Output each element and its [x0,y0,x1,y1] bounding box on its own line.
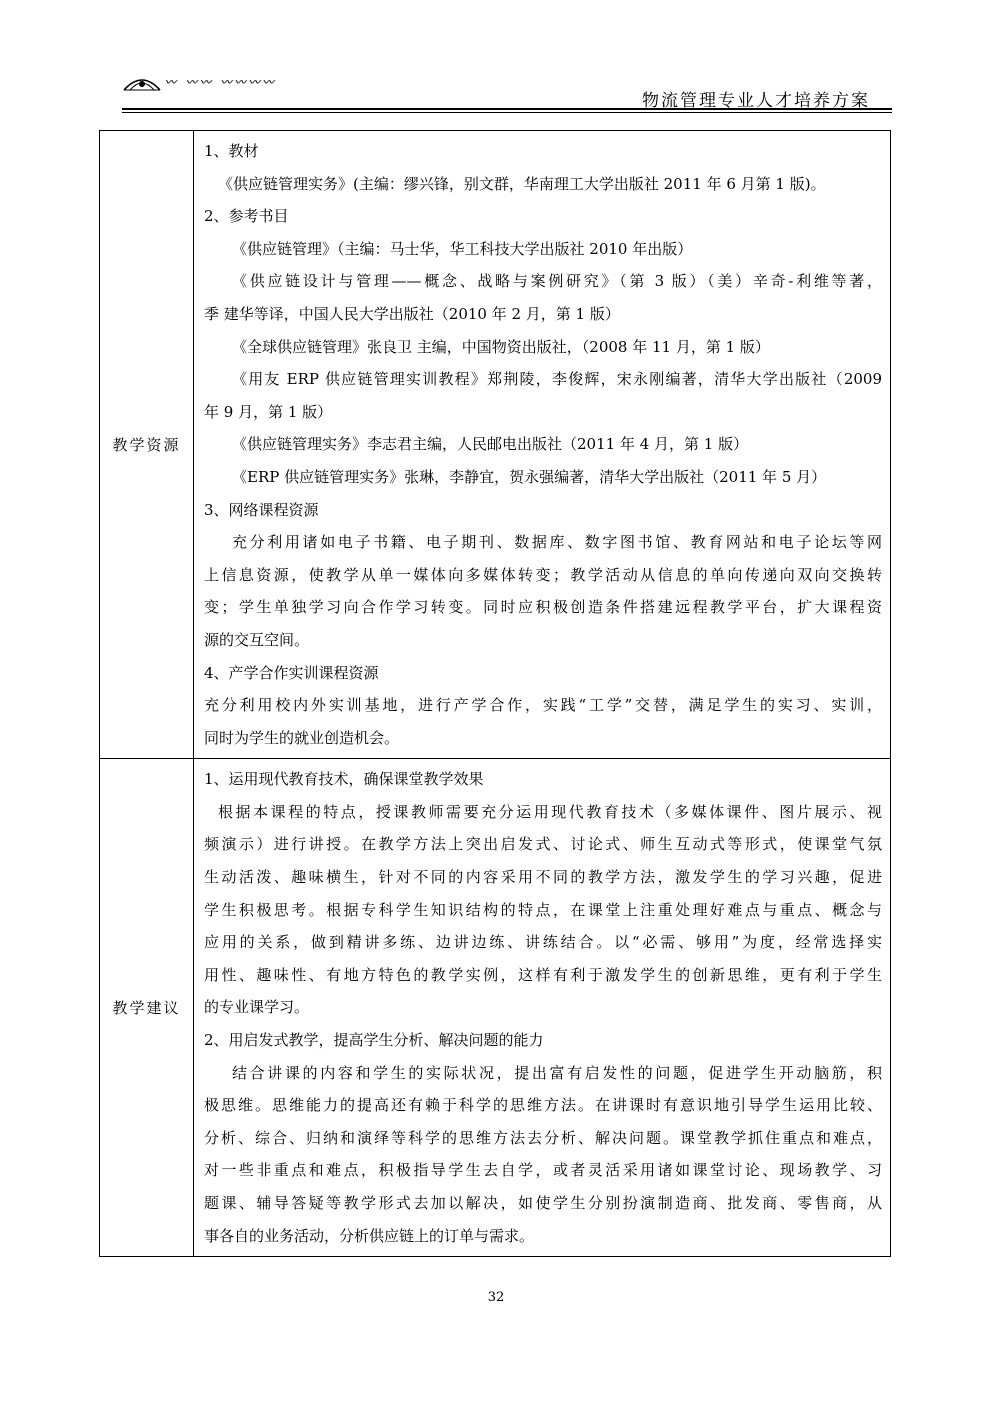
text-line: 2、用启发式教学，提高学生分析、解决问题的能力 [204,1031,544,1050]
text-line: 生动活泼、趣味横生，针对不同的内容采用不同的教学方法，激发学生的学习兴趣，促进 [204,868,882,887]
row-label: 教学建议 [100,759,194,1257]
text-line: 极思维。思维能力的提高还有赖于科学的思维方法。在讲课时有意识地引导学生运用比较、 [204,1096,882,1115]
text-line: 《供应链设计与管理——概念、战略与案例研究》（第 3 版）（美）辛奇-利维等著， [232,272,882,291]
text-line: 《ERP 供应链管理实务》张琳，李静宜，贺永强编著，清华大学出版社（2011 年 5 月） [232,467,827,486]
text-line: 频演示）进行讲授。在教学方法上突出启发式、讨论式、师生互动式等形式，使课堂气氛 [204,835,882,854]
text-line: 《供应链管理实务》李志君主编，人民邮电出版社（2011 年 4 月，第 1 版） [232,435,749,454]
text-line: 1、教材 [204,142,259,160]
school-emblem-icon [122,72,162,92]
text-line: 《供应链管理》（主编：马士华，华工科技大学出版社 2010 年出版） [232,239,693,258]
text-line: 对一些非重点和难点，积极指导学生去自学，或者灵活采用诸如课堂讨论、现场教学、习 [204,1161,882,1180]
row-content [194,759,891,1257]
text-line: 充分利用校内外实训基地，进行产学合作，实践“工学”交替，满足学生的实习、实训， [204,696,882,715]
text-line: 《全球供应链管理》张良卫 主编，中国物资出版社，（2008 年 11 月，第 1 版） [232,337,770,356]
page-number: 32 [487,1290,505,1305]
row-content [194,131,891,759]
text-line: 充分利用诸如电子书籍、电子期刊、数据库、数字图书馆、教育网站和电子论坛等网 [232,533,882,552]
row-label: 教学资源 [100,131,194,759]
text-line: 3、网络课程资源 [204,500,319,519]
text-line: 题课、辅导答疑等教学形式去加以解决，如使学生分别扮演制造商、批发商、零售商，从 [204,1194,882,1212]
header-rule-thin [122,112,892,113]
text-line: 《用友 ERP 供应链管理实训教程》郑荆陵，李俊辉，宋永刚编著，清华大学出版社（2009 [232,370,882,389]
table-row [100,759,891,1257]
text-line: 同时为学生的就业创造机会。 [204,728,400,747]
text-line: 结合讲课的内容和学生的实际状况，提出富有启发性的问题，促进学生开动脑筋，积 [232,1063,882,1082]
text-line: 上信息资源，使教学从单一媒体向多媒体转变；教学活动从信息的单向传递向双向交换转 [204,565,882,584]
text-line: 2、参考书目 [204,207,289,226]
header-title: 物流管理专业人才培养方案 [642,91,870,111]
text-line: 源的交互空间。 [204,630,310,649]
table-row [100,131,891,759]
resource-table [99,130,891,1257]
text-line: 用性、趣味性、有地方特色的教学实例，这样有利于激发学生的创新思维，更有利于学生 [204,965,882,984]
text-line: 分析、综合、归纳和演绎等科学的思维方法去分析、解决问题。课堂教学抓住重点和难点， [204,1128,882,1147]
text-line: 季 建华等译，中国人民大学出版社（2010 年 2 月，第 1 版） [204,304,620,323]
text-line: 事各自的业务活动，分析供应链上的订单与需求。 [204,1226,535,1245]
school-name-script: 〰 〰〰 〰〰〰〰 [164,76,279,89]
page-header [122,68,892,112]
text-line: 《供应链管理实务》(主编：缪兴锋，别文群，华南理工大学出版社 2011 年 6 月第 1 版)。 [218,174,826,193]
header-rule [122,108,892,110]
text-line: 根据本课程的特点，授课教师需要充分运用现代教育技术（多媒体课件、图片展示、视 [218,802,882,821]
text-line: 学生积极思考。根据专科学生知识结构的特点，在课堂上注重处理好难点与重点、概念与 [204,900,882,919]
text-line: 年 9 月，第 1 版） [204,402,333,421]
text-line: 1、运用现代教育技术，确保课堂教学效果 [204,770,484,789]
text-line: 4、产学合作实训课程资源 [204,663,379,682]
text-line: 变；学生单独学习向合作学习转变。同时应积极创造条件搭建远程教学平台，扩大课程资 [204,598,882,617]
text-line: 的专业课学习。 [204,998,310,1017]
text-line: 应用的关系，做到精讲多练、边讲边练、讲练结合。以“必需、够用”为度，经常选择实 [204,933,882,952]
